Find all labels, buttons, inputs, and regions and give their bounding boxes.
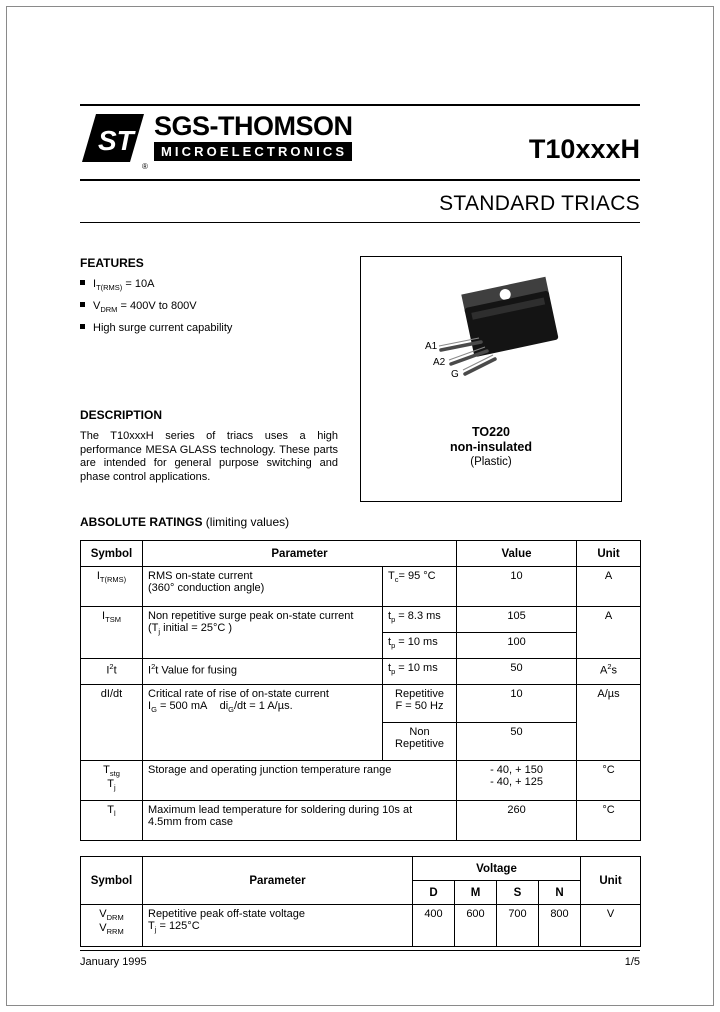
symbol-cell: dI/dt bbox=[81, 685, 143, 761]
symbol-sub: j bbox=[114, 783, 116, 793]
symbol-cell bbox=[81, 659, 143, 685]
col-header-parameter: Parameter bbox=[143, 857, 413, 905]
value-cell: 105 bbox=[457, 607, 577, 633]
parameter-cell: Storage and operating junction temperature range bbox=[143, 761, 457, 801]
unit-cell: A bbox=[577, 607, 641, 659]
features-title: FEATURES bbox=[80, 256, 144, 270]
symbol-text: T bbox=[107, 778, 115, 791]
condition-text: t bbox=[388, 662, 392, 674]
symbol-sub: DRM bbox=[106, 913, 124, 923]
col-header-symbol: Symbol bbox=[81, 541, 143, 567]
unit-cell: V bbox=[581, 905, 641, 947]
condition-text: t bbox=[388, 636, 392, 648]
unit-cell: °C bbox=[577, 801, 641, 841]
ratings-note: (limiting values) bbox=[202, 515, 290, 529]
symbol-text: I bbox=[96, 570, 100, 582]
package-caption bbox=[361, 425, 621, 470]
parameter-text: /dt = 1 A/µs. bbox=[234, 700, 293, 712]
condition-line: Repetitive bbox=[395, 738, 444, 750]
absolute-ratings-table bbox=[80, 540, 641, 841]
unit-cell: °C bbox=[577, 761, 641, 801]
table-header-row bbox=[81, 541, 641, 567]
table-row-tl bbox=[81, 801, 641, 841]
condition-text: = 95 °C bbox=[398, 570, 436, 582]
value-line: - 40, + 125 bbox=[490, 776, 543, 788]
feature-text: High surge current capability bbox=[93, 322, 233, 335]
square-bullet-icon bbox=[80, 280, 85, 285]
feature-item bbox=[80, 278, 352, 292]
parameter-text: I bbox=[148, 664, 152, 677]
footer-page-number: 1/5 bbox=[624, 956, 640, 968]
symbol-text: V bbox=[99, 908, 107, 920]
st-logo bbox=[82, 114, 144, 162]
footer-date: January 1995 bbox=[80, 956, 147, 968]
symbol-sub: stg bbox=[109, 769, 120, 779]
parameter-line: RMS on-state current bbox=[148, 570, 253, 582]
parameter-text: (T bbox=[148, 622, 159, 634]
part-number: T10xxxH bbox=[528, 134, 640, 164]
page-title: STANDARD TRIACS bbox=[439, 192, 640, 215]
value-cell: 800 bbox=[539, 905, 581, 947]
parameter-sup: 2 bbox=[151, 662, 156, 671]
condition-cell bbox=[383, 723, 457, 761]
feature-text: = 400V to 800V bbox=[117, 300, 197, 313]
square-bullet-icon bbox=[80, 302, 85, 307]
symbol-cell bbox=[81, 567, 143, 607]
symbol-text: I bbox=[106, 664, 110, 677]
value-cell: 600 bbox=[455, 905, 497, 947]
table-row-tstg bbox=[81, 761, 641, 801]
value-cell bbox=[457, 761, 577, 801]
symbol-sup: 2 bbox=[109, 662, 114, 671]
brand-name: SGS-THOMSON bbox=[154, 111, 353, 141]
col-header-grade-s: S bbox=[497, 881, 539, 905]
parameter-cell bbox=[143, 905, 413, 947]
symbol-cell bbox=[81, 761, 143, 801]
symbol-text: t bbox=[113, 664, 117, 677]
feature-item bbox=[80, 322, 352, 334]
parameter-line bbox=[148, 920, 407, 934]
condition-cell bbox=[383, 659, 457, 685]
package-material: (Plastic) bbox=[470, 456, 512, 468]
features-section bbox=[80, 256, 352, 334]
unit-cell: A/µs bbox=[577, 685, 641, 761]
symbol-line bbox=[86, 908, 137, 922]
condition-cell bbox=[383, 567, 457, 607]
package-name: TO220 bbox=[472, 425, 510, 439]
table-row-i2t bbox=[81, 659, 641, 685]
footer bbox=[80, 956, 640, 968]
parameter-line bbox=[148, 622, 377, 636]
table-row-itrms bbox=[81, 567, 641, 607]
unit-cell: A bbox=[577, 567, 641, 607]
feature-item bbox=[80, 300, 352, 314]
col-header-unit: Unit bbox=[581, 857, 641, 905]
table-row-itsm bbox=[81, 607, 641, 633]
table-row-didt bbox=[81, 685, 641, 723]
condition-text: t bbox=[388, 610, 392, 622]
voltage-table bbox=[80, 856, 641, 947]
description-title: DESCRIPTION bbox=[80, 408, 163, 422]
feature-text: = 10A bbox=[122, 278, 155, 290]
value-cell: 10 bbox=[457, 685, 577, 723]
parameter-sub: j bbox=[154, 925, 157, 935]
symbol-cell bbox=[81, 607, 143, 659]
value-cell: 50 bbox=[457, 659, 577, 685]
value-cell: 50 bbox=[457, 723, 577, 761]
value-cell: 260 bbox=[457, 801, 577, 841]
parameter-cell bbox=[143, 685, 383, 761]
parameter-line: Non repetitive surge peak on-state current bbox=[148, 610, 354, 622]
unit-text: A bbox=[600, 664, 608, 677]
parameter-text: t Value for fusing bbox=[155, 664, 237, 677]
parameter-line: 4.5mm from case bbox=[148, 816, 233, 828]
condition-line: F = 50 Hz bbox=[395, 700, 444, 712]
symbol-sub: RRM bbox=[106, 927, 124, 937]
col-header-grade-m: M bbox=[455, 881, 497, 905]
condition-sub: p bbox=[391, 615, 396, 625]
table-header-row bbox=[81, 857, 641, 881]
pin-label-a2: A2 bbox=[433, 357, 446, 368]
value-cell: 400 bbox=[413, 905, 455, 947]
symbol-text: V bbox=[99, 922, 107, 935]
col-header-unit: Unit bbox=[577, 541, 641, 567]
parameter-line: Critical rate of rise of on-state current bbox=[148, 688, 329, 700]
feature-text: I bbox=[93, 278, 97, 290]
value-line: - 40, + 150 bbox=[490, 764, 543, 776]
pin-label-a1: A1 bbox=[425, 341, 438, 352]
feature-sub: T(RMS) bbox=[96, 283, 123, 293]
package-figure-box bbox=[360, 256, 622, 502]
col-header-voltage: Voltage bbox=[413, 857, 581, 881]
parameter-cell bbox=[143, 801, 457, 841]
col-header-grade-n: N bbox=[539, 881, 581, 905]
condition-sub: p bbox=[391, 667, 396, 677]
condition-sub: c bbox=[394, 575, 399, 585]
condition-text: = 10 ms bbox=[395, 636, 438, 648]
parameter-sub: j bbox=[158, 627, 161, 637]
parameter-cell bbox=[143, 607, 383, 659]
symbol-text: T bbox=[107, 804, 115, 816]
registered-mark: ® bbox=[142, 162, 148, 171]
brand-subname: MICROELECTRONICS bbox=[154, 142, 352, 161]
symbol-text: T bbox=[103, 764, 110, 776]
feature-text: V bbox=[93, 300, 101, 313]
package-type: non-insulated bbox=[450, 440, 532, 454]
parameter-sub: G bbox=[228, 705, 234, 715]
subtitle-rule bbox=[80, 222, 640, 223]
description-section bbox=[80, 408, 338, 484]
value-cell: 700 bbox=[497, 905, 539, 947]
symbol-sub: l bbox=[114, 809, 116, 819]
st-logo-text: ST bbox=[98, 125, 134, 156]
brand-block bbox=[154, 112, 353, 161]
parameter-line bbox=[148, 700, 377, 714]
symbol-line bbox=[86, 922, 137, 936]
parameter-text: di bbox=[219, 700, 229, 712]
unit-sup: 2 bbox=[607, 662, 612, 671]
condition-text: = 10 ms bbox=[395, 662, 438, 674]
condition-cell bbox=[383, 633, 457, 659]
symbol-cell bbox=[81, 905, 143, 947]
footer-rule bbox=[80, 950, 640, 951]
condition-text: = 8.3 ms bbox=[395, 610, 441, 622]
condition-sub: p bbox=[391, 641, 396, 651]
ratings-title: ABSOLUTE RATINGS bbox=[80, 515, 203, 529]
parameter-sub: G bbox=[151, 705, 157, 715]
ratings-heading bbox=[80, 515, 289, 529]
pin-label-g: G bbox=[451, 369, 459, 380]
parameter-text: initial = 25°C ) bbox=[160, 622, 233, 634]
symbol-line bbox=[86, 778, 137, 792]
square-bullet-icon bbox=[80, 324, 85, 329]
col-header-grade-d: D bbox=[413, 881, 455, 905]
condition-text: T bbox=[388, 570, 395, 582]
symbol-text: I bbox=[102, 610, 106, 622]
to220-package-drawing bbox=[381, 272, 601, 392]
header-rule-mid bbox=[80, 179, 640, 181]
condition-cell bbox=[383, 607, 457, 633]
parameter-text: = 125°C bbox=[156, 920, 200, 932]
condition-cell bbox=[383, 685, 457, 723]
symbol-sub: TSM bbox=[105, 615, 121, 625]
value-cell: 10 bbox=[457, 567, 577, 607]
condition-line: Non bbox=[409, 726, 430, 738]
col-header-symbol: Symbol bbox=[81, 857, 143, 905]
description-body: The T10xxxH series of triacs uses a high performance MESA GLASS technology. These parts are intended for general purpose switching and phase control applications. bbox=[80, 430, 338, 483]
parameter-line: (360° conduction angle) bbox=[148, 582, 265, 594]
parameter-line: Maximum lead temperature for soldering during 10s at bbox=[148, 804, 413, 816]
feature-sub: DRM bbox=[100, 305, 118, 315]
parameter-cell bbox=[143, 659, 383, 685]
value-cell: 100 bbox=[457, 633, 577, 659]
condition-line: Repetitive bbox=[395, 688, 444, 700]
unit-text: s bbox=[611, 664, 618, 677]
parameter-line: Repetitive peak off-state voltage bbox=[148, 908, 305, 920]
parameter-text: I bbox=[148, 700, 152, 712]
symbol-line bbox=[86, 764, 137, 778]
symbol-sub: T(RMS) bbox=[99, 575, 127, 585]
header-rule-top bbox=[80, 104, 640, 106]
header bbox=[80, 112, 640, 176]
parameter-text: = 500 mA bbox=[156, 700, 208, 712]
unit-cell bbox=[577, 659, 641, 685]
table-row-vdrm bbox=[81, 905, 641, 947]
symbol-cell bbox=[81, 801, 143, 841]
col-header-parameter: Parameter bbox=[143, 541, 457, 567]
col-header-value: Value bbox=[457, 541, 577, 567]
parameter-cell bbox=[143, 567, 383, 607]
parameter-text: T bbox=[148, 920, 155, 932]
